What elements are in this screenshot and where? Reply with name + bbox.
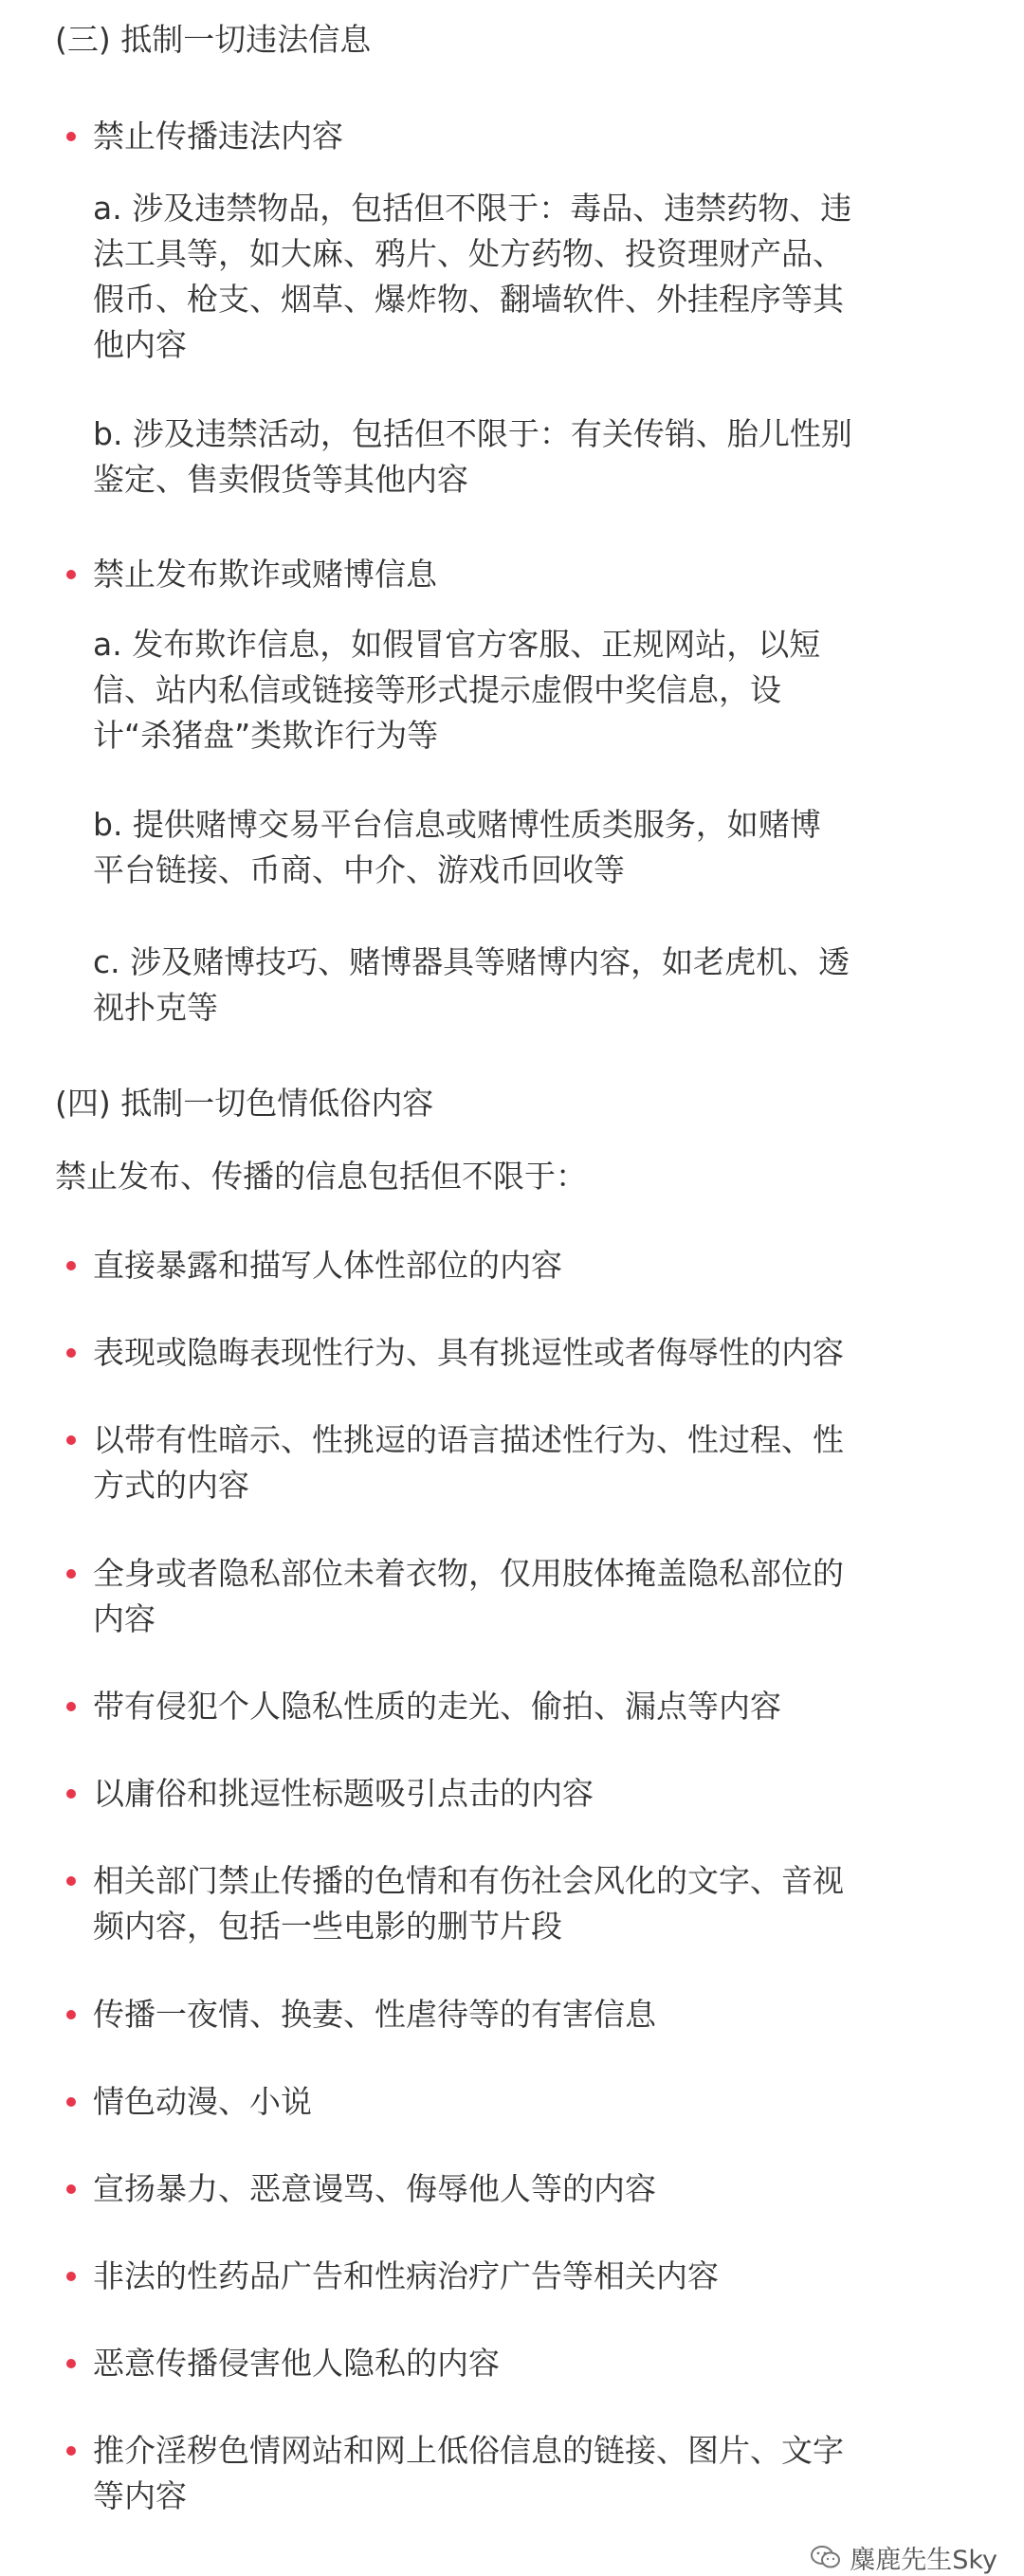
text-line: 以庸俗和挑逗性标题吸引点击的内容 (93, 1775, 594, 1812)
text-line: 内容 (93, 1600, 155, 1637)
list-item (93, 1684, 994, 1729)
text-line: 他内容 (93, 326, 187, 363)
list-item-label: 禁止传播违法内容 (93, 118, 343, 155)
text-line: 推介淫秽色情网站和网上低俗信息的链接、图片、文字 (93, 2432, 844, 2469)
text-line: 计“杀猪盘”类欺诈行为等 (93, 717, 439, 754)
text-line: b. 提供赌博交易平台信息或赌博性质类服务，如赌博 (93, 806, 821, 843)
bullet-dot (66, 2272, 76, 2281)
bullet-dot (66, 2097, 76, 2107)
text-line: a. 发布欺诈信息，如假冒官方客服、正规网站，以短 (93, 626, 821, 663)
list-item (93, 1858, 994, 1949)
bullet-dot (66, 1348, 76, 1358)
wechat-icon (810, 2545, 842, 2569)
text-line: 等内容 (93, 2477, 187, 2514)
paragraph-item2-c (93, 940, 994, 1031)
watermark (810, 2541, 997, 2573)
section-intro: 禁止发布、传播的信息包括但不限于： (55, 1158, 587, 1195)
bullet-dot (66, 1435, 76, 1445)
watermark-text: 麋鹿先生Sky (850, 2545, 997, 2575)
text-line: 相关部门禁止传播的色情和有伤社会风化的文字、音视 (93, 1862, 844, 1899)
text-line: 全身或者隐私部位未着衣物，仅用肢体掩盖隐私部位的 (93, 1555, 844, 1592)
text-line: b. 涉及违禁活动，包括但不限于：有关传销、胎儿性别 (93, 415, 852, 452)
text-line: 法工具等，如大麻、鸦片、处方药物、投资理财产品、 (93, 235, 844, 272)
paragraph-item1-b (93, 411, 994, 502)
bullet-dot (66, 2184, 76, 2194)
text-line: 非法的性药品广告和性病治疗广告等相关内容 (93, 2257, 719, 2294)
text-line: 鉴定、售卖假货等其他内容 (93, 461, 468, 498)
list-item (93, 1551, 994, 1642)
list-item (93, 1417, 994, 1508)
list-item (93, 2428, 994, 2519)
text-line: 方式的内容 (93, 1467, 249, 1504)
bullet-dot (66, 1876, 76, 1886)
text-line: 平台链接、币商、中介、游戏币回收等 (93, 851, 625, 888)
paragraph-item2-b (93, 802, 994, 893)
text-line: 表现或隐晦表现性行为、具有挑逗性或者侮辱性的内容 (93, 1334, 844, 1371)
list-item-label: 禁止发布欺诈或赌博信息 (93, 556, 437, 593)
section-heading-3: (三) 抵制一切违法信息 (55, 21, 372, 58)
list-item (93, 1992, 994, 2037)
bullet-dot (66, 132, 76, 141)
paragraph-item2-a (93, 622, 994, 758)
bullet-dot (66, 1789, 76, 1799)
text-line: 视扑克等 (93, 989, 218, 1026)
text-line: 带有侵犯个人隐私性质的走光、偷拍、漏点等内容 (93, 1688, 781, 1725)
list-item (93, 2079, 994, 2125)
section-heading-4: (四) 抵制一切色情低俗内容 (55, 1085, 434, 1122)
text-line: 直接暴露和描写人体性部位的内容 (93, 1247, 562, 1284)
list-item (93, 2341, 994, 2386)
text-line: c. 涉及赌博技巧、赌博器具等赌博内容，如老虎机、透 (93, 943, 850, 980)
bullet-dot (66, 2359, 76, 2368)
list-item (93, 1330, 994, 1376)
bullet-dot (66, 2010, 76, 2019)
text-line: 情色动漫、小说 (93, 2083, 312, 2120)
paragraph-item1-a (93, 186, 994, 368)
text-line: 以带有性暗示、性挑逗的语言描述性行为、性过程、性 (93, 1421, 844, 1458)
bullet-dot (66, 570, 76, 579)
text-line: 假币、枪支、烟草、爆炸物、翻墙软件、外挂程序等其 (93, 281, 844, 318)
text-line: 信、站内私信或链接等形式提示虚假中奖信息，设 (93, 671, 781, 708)
text-line: a. 涉及违禁物品，包括但不限于：毒品、违禁药物、违 (93, 190, 852, 227)
text-line: 宣扬暴力、恶意谩骂、侮辱他人等的内容 (93, 2170, 656, 2207)
list-item (93, 2166, 994, 2212)
list-item (93, 2254, 994, 2299)
text-line: 恶意传播侵害他人隐私的内容 (93, 2345, 500, 2382)
list-item (93, 1771, 994, 1817)
text-line: 传播一夜情、换妻、性虐待等的有害信息 (93, 1996, 656, 2033)
bullet-dot (66, 1569, 76, 1579)
bullet-dot (66, 1702, 76, 1711)
bullet-dot (66, 2446, 76, 2456)
text-line: 频内容，包括一些电影的删节片段 (93, 1908, 562, 1945)
bullet-dot (66, 1261, 76, 1270)
list-item (93, 1243, 994, 1288)
